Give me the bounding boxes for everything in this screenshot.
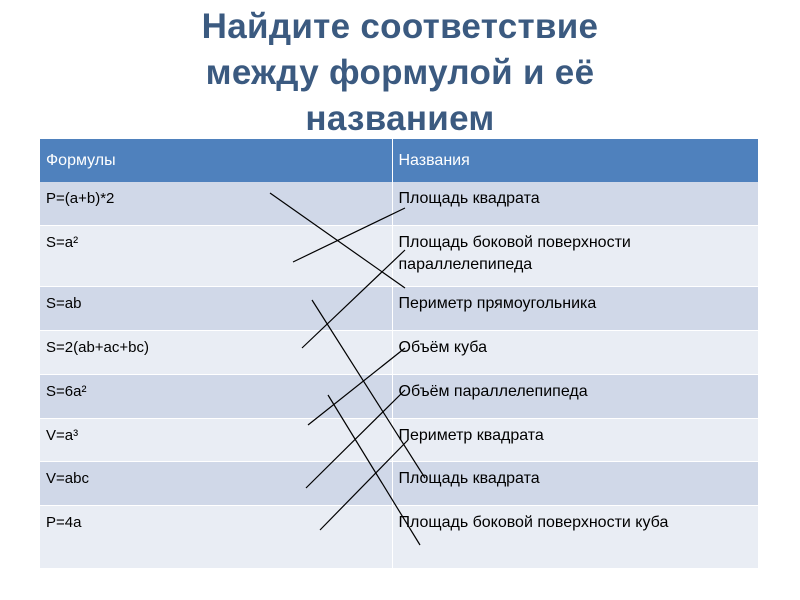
name-cell: Периметр прямоугольника — [392, 286, 758, 330]
name-cell: Объём куба — [392, 330, 758, 374]
title-line-2: между формулой и её — [205, 53, 595, 92]
table-row — [40, 374, 758, 418]
formula-cell: S=ab — [40, 286, 392, 330]
formula-cell: P=(a+b)*2 — [40, 182, 392, 225]
name-cell: Площадь боковой поверхности параллелепипеда — [392, 225, 758, 286]
name-cell: Площадь боковой поверхности куба — [392, 505, 758, 568]
table-row — [40, 418, 758, 461]
name-cell: Площадь квадрата — [392, 182, 758, 225]
slide-title — [0, 4, 800, 142]
title-line-1: Найдите соответствие — [201, 7, 599, 46]
formula-cell: V=abc — [40, 461, 392, 505]
table-row — [40, 461, 758, 505]
name-cell: Периметр квадрата — [392, 418, 758, 461]
formula-cell: V=a³ — [40, 418, 392, 461]
table-row — [40, 225, 758, 286]
title-line-3: названием — [305, 99, 495, 138]
formula-cell: S=6a² — [40, 374, 392, 418]
table-row — [40, 182, 758, 225]
formula-cell: S=a² — [40, 225, 392, 286]
table-header-row — [40, 139, 758, 182]
table-row — [40, 505, 758, 568]
header-names: Названия — [392, 139, 758, 182]
name-cell: Объём параллелепипеда — [392, 374, 758, 418]
table-row — [40, 330, 758, 374]
formula-cell: S=2(ab+ac+bc) — [40, 330, 392, 374]
matching-table — [40, 139, 759, 569]
formula-cell: P=4a — [40, 505, 392, 568]
table-row — [40, 286, 758, 330]
header-formulas: Формулы — [40, 139, 392, 182]
name-cell: Площадь квадрата — [392, 461, 758, 505]
